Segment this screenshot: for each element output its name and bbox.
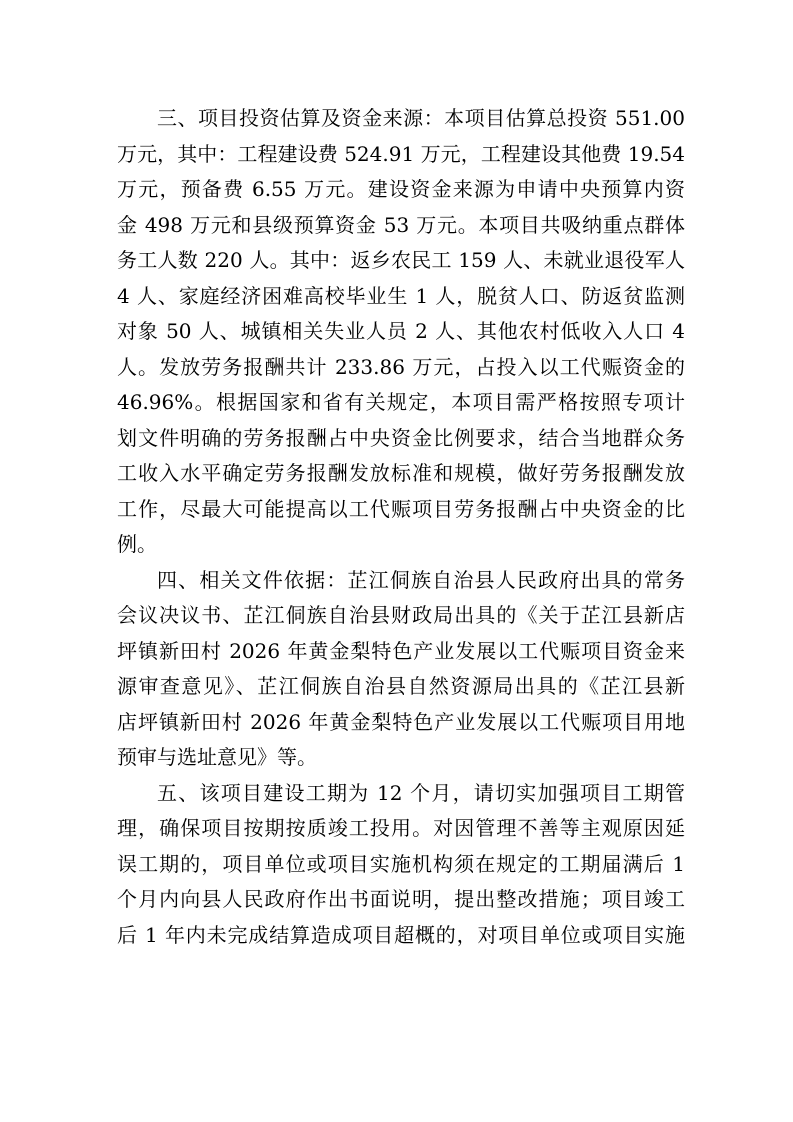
text-line: 46.96%。根据国家和省有关规定，本项目需严格按照专项计 [117, 390, 685, 414]
text-line: 理，确保项目按期按质竣工投用。对因管理不善等主观原因延 [117, 816, 685, 840]
text-line: 五、该项目建设工期为 12 个月，请切实加强项目工期管 [157, 780, 685, 805]
text-line: 坪镇新田村 2026 年黄金梨特色产业发展以工代赈项目资金来 [117, 638, 685, 663]
text-line: 对象 50 人、城镇相关失业人员 2 人、其他农村低收入人口 4 [117, 319, 685, 343]
text-line: 4 人、家庭经济困难高校毕业生 1 人，脱贫人口、防返贫监测 [117, 283, 685, 308]
paragraph-section-3 [117, 101, 685, 563]
text-line: 会议决议书、芷江侗族自治县财政局出具的《关于芷江县新店 [117, 603, 685, 627]
text-line: 三、项目投资估算及资金来源：本项目估算总投资 551.00 [157, 106, 685, 130]
text-line: 预审与选址意见》等。 [117, 745, 317, 769]
text-line: 四、相关文件依据：芷江侗族自治县人民政府出具的常务 [157, 567, 685, 592]
text-line: 源审查意见》、芷江侗族自治县自然资源局出具的《芷江县新 [117, 674, 685, 698]
text-line: 个月内向县人民政府作出书面说明，提出整改措施；项目竣工 [117, 887, 685, 911]
text-line: 万元，预备费 6.55 万元。建设资金来源为申请中央预算内资 [117, 177, 685, 201]
text-line: 划文件明确的劳务报酬占中央资金比例要求，结合当地群众务 [117, 425, 685, 450]
text-line: 例。 [117, 532, 157, 556]
paragraph-section-4 [117, 563, 685, 776]
text-line: 万元，其中：工程建设费 524.91 万元，工程建设其他费 19.54 [117, 141, 685, 166]
body-text [117, 101, 685, 953]
paragraph-section-5 [117, 776, 685, 954]
text-line: 误工期的，项目单位或项目实施机构须在规定的工期届满后 1 [117, 851, 685, 876]
text-line: 工收入水平确定劳务报酬发放标准和规模，做好劳务报酬发放 [117, 461, 685, 485]
text-line: 务工人数 220 人。其中：返乡农民工 159 人、未就业退役军人 [117, 248, 685, 272]
text-line: 人。发放劳务报酬共计 233.86 万元，占投入以工代赈资金的 [117, 354, 685, 379]
text-line: 金 498 万元和县级预算资金 53 万元。本项目共吸纳重点群体 [117, 212, 685, 237]
text-line: 后 1 年内未完成结算造成项目超概的，对项目单位或项目实施 [117, 922, 685, 947]
text-line: 店坪镇新田村 2026 年黄金梨特色产业发展以工代赈项目用地 [117, 709, 685, 734]
text-line: 工作，尽最大可能提高以工代赈项目劳务报酬占中央资金的比 [117, 496, 685, 521]
